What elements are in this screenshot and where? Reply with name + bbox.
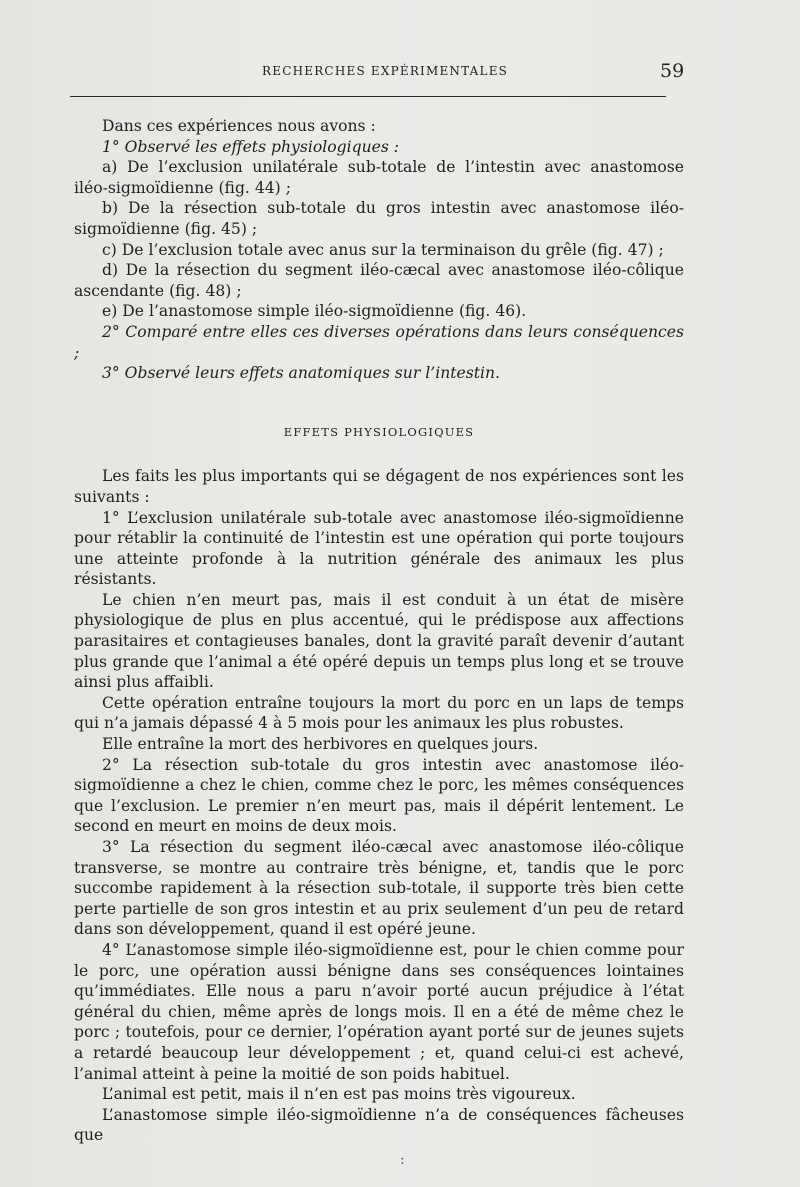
paragraph-1: Les faits les plus importants qui se dégagent de nos expériences sont les suivants : (74, 467, 684, 506)
paragraph-6: 2° La résection sub-totale du gros intestin avec anastomose iléo-sigmoïdienne a chez le chien, comme chez le porc, les mêmes conséquences que l’exclusion. Le premier n’en meurt pas, mais il dépérit lentement. Le second en meurt en moins de deux mois. (74, 755, 684, 836)
section-title: EFFETS PHYSIOLOGIQUES (283, 424, 475, 439)
paragraph-4: Cette opération entraîne toujours la mort du porc en un laps de temps qui n’a jamais dépassé 4 à 5 mois pour les animaux les plus robustes. (74, 693, 684, 733)
page-number: 59 (660, 60, 685, 82)
running-head-title: RECHERCHES EXPÉRIMENTALES (262, 64, 509, 78)
intro-item-2: 2° Comparé entre elles ces diverses opérations dans leurs conséquences ; (74, 322, 684, 362)
page-body (74, 116, 684, 1146)
running-head (0, 60, 800, 84)
paragraph-8: 4° L’anastomose simple iléo-sigmoïdienne est, pour le chien comme pour le porc, une opération aussi bénigne dans ses conséquences lointaines qu’immédiates. Elle nous a paru n’avoir porté aucun préjudice à l’état général du chien, même après de longs mois. Il en a été de même chez le porc ; toutefois, pour ce dernier, l’opération ayant porté sur de jeunes sujets a retardé beaucoup leur développement ; et, quand celui-ci est achevé, l’animal atteint à peine la moitié de son poids habituel. (74, 940, 684, 1083)
intro-item-a: a) De l’exclusion unilatérale sub-totale de l’intestin avec anastomose iléo-sigmoïdienne (fig. 44) ; (74, 158, 684, 197)
footer-mark: : (400, 1152, 405, 1168)
paragraph-5: Elle entraîne la mort des herbivores en quelques jours. (102, 735, 539, 754)
header-rule (70, 96, 666, 97)
intro-item-1: 1° Observé les effets physiologiques : (102, 137, 400, 156)
paragraph-2: 1° L’exclusion unilatérale sub-totale avec anastomose iléo-sigmoïdienne pour rétablir la continuité de l’intestin est une opération qui porte toujours une atteinte profonde à la nutrition générale des animaux les plus résistants. (74, 508, 684, 589)
paragraph-7: 3° La résection du segment iléo-cæcal avec anastomose iléo-côlique transverse, se montre au contraire très bénigne, et, tandis que le porc succombe rapidement à la résection sub-totale, il supporte très bien cette perte partielle de son gros intestin et au prix seulement d’un peu de retard dans son développement, quand il est opéré jeune. (74, 838, 684, 939)
paragraph-3: Le chien n’en meurt pas, mais il est conduit à un état de misère physiologique de plus en plus accentué, qui le prédispose aux affections parasitaires et contagieuses banales, dont la gravité paraît devenir d’autant plus grande que l’animal a été opéré depuis un temps plus long et se trouve ainsi plus affaibli. (74, 590, 684, 692)
intro-item-e: e) De l’anastomose simple iléo-sigmoïdienne (fig. 46). (102, 302, 527, 321)
intro-lead: Dans ces expériences nous avons : (102, 117, 376, 135)
paragraph-10: L’anastomose simple iléo-sigmoïdienne n’a de conséquences fâcheuses que (74, 1105, 684, 1145)
intro-item-3: 3° Observé leurs effets anatomiques sur l’intestin. (102, 364, 500, 383)
intro-item-c: c) De l’exclusion totale avec anus sur la terminaison du grêle (fig. 47) ; (102, 240, 664, 259)
paragraph-9: L’animal est petit, mais il n’en est pas moins très vigoureux. (102, 1085, 576, 1104)
intro-item-d: d) De la résection du segment iléo-cæcal avec anastomose iléo-côlique ascendante (fig. 48) ; (74, 261, 684, 300)
intro-item-b: b) De la résection sub-totale du gros intestin avec anastomose iléo-sigmoïdienne (fig. 45) ; (74, 199, 684, 238)
